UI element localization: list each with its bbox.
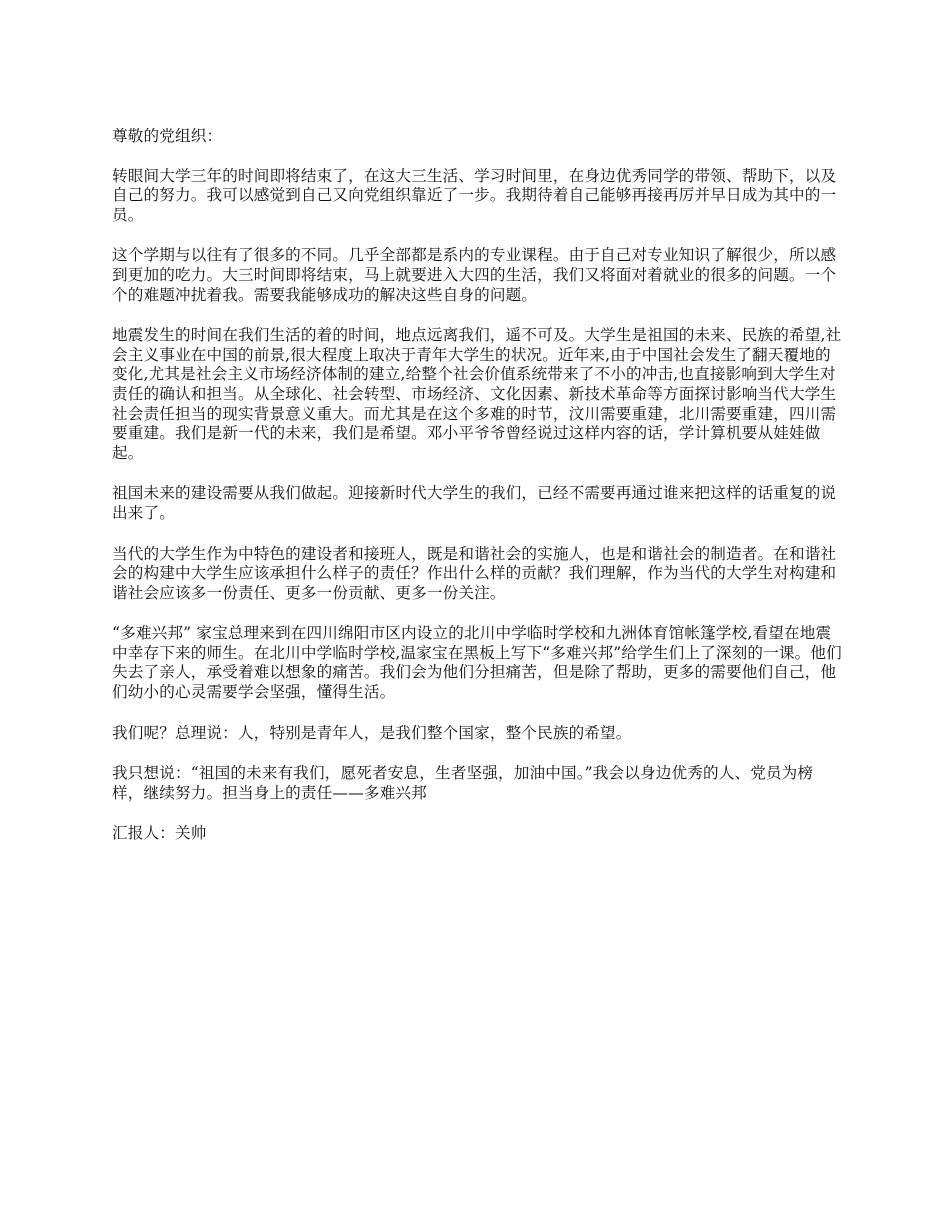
paragraph-8: 我只想说：“祖国的未来有我们，愿死者安息，生者坚强，加油中国。”我会以身边优秀的人、党员为榜样，继续努力。担当身上的责任——多难兴邦 (112, 764, 814, 802)
salutation: 尊敬的党组织： (112, 127, 223, 145)
document-page (112, 127, 842, 844)
paragraph-2: 这个学期与以往有了很多的不同。几乎全部都是系内的专业课程。由于自己对专业知识了解很少，所以感到更加的吃力。大三时间即将结束，马上就要进入大四的生活，我们又将面对着就业的很多的问题。一个个的难题冲扰着我。需要我能够成功的解决这些自身的问题。 (112, 246, 837, 304)
paragraph-4: 祖国未来的建设需要从我们做起。迎接新时代大学生的我们，已经不需要再通过谁来把这样的话重复的说出来了。 (112, 484, 837, 522)
paragraph-6: “多难兴邦” 家宝总理来到在四川绵阳市区内设立的北川中学临时学校和九洲体育馆帐篷学校,看望在地震中幸存下来的师生。在北川中学临时学校,温家宝在黑板上写下“多难兴邦”给学生们上了深刻的一课。他们失去了亲人，承受着难以想象的痛苦。我们会为他们分担痛苦，但是除了帮助，更多的需要他们自己，他们幼小的心灵需要学会坚强，懂得生活。 (112, 624, 842, 702)
paragraph-5: 当代的大学生作为中特色的建设者和接班人，既是和谐社会的实施人，也是和谐社会的制造者。在和谐社会的构建中大学生应该承担什么样子的责任？作出什么样的贡献？我们理解，作为当代的大学生对构建和谐社会应该多一份责任、更多一份贡献、更多一份关注。 (112, 544, 837, 602)
paragraph-7: 我们呢？总理说：人，特别是青年人，是我们整个国家，整个民族的希望。 (112, 723, 632, 742)
signature: 汇报人：关帅 (112, 824, 207, 843)
paragraph-1: 转眼间大学三年的时间即将结束了，在这大三生活、学习时间里，在身边优秀同学的带领、帮助下，以及自己的努力。我可以感觉到自己又向党组织靠近了一步。我期待着自己能够再接再厉并早日成为其中的一员。 (112, 166, 837, 224)
paragraph-3: 地震发生的时间在我们生活的着的时间，地点远离我们，遥不可及。大学生是祖国的未来、民族的希望,社会主义事业在中国的前景,很大程度上取决于青年大学生的状况。近年来,由于中国社会发生了翻天覆地的变化,尤其是社会主义市场经济体制的建立,给整个社会价值系统带来了不小的冲击,也直接影响到大学生对责任的确认和担当。从全球化、社会转型、市场经济、文化因素、新技术革命等方面探讨影响当代大学生社会责任担当的现实背景意义重大。而尤其是在这个多难的时节，汶川需要重建，北川需要重建，四川需要重建。我们是新一代的未来，我们是希望。邓小平爷爷曾经说过这样内容的话，学计算机要从娃娃做起。 (112, 326, 842, 462)
